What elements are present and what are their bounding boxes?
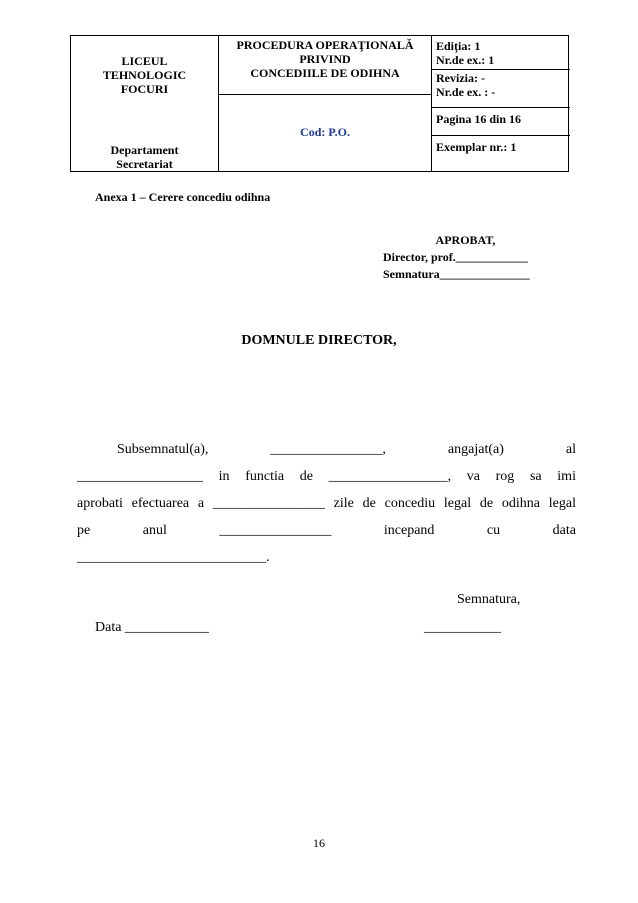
school-line: FOCURI bbox=[120, 82, 169, 96]
procedure-title bbox=[219, 38, 431, 80]
body-line bbox=[77, 544, 576, 571]
approval-title: APROBAT, bbox=[435, 233, 496, 247]
body-word: sa bbox=[529, 469, 542, 484]
approval-block bbox=[383, 232, 548, 283]
body-word: a bbox=[197, 496, 205, 511]
date-field: Data ____________ bbox=[95, 620, 209, 635]
body-line bbox=[77, 463, 576, 490]
body-word: __________________ bbox=[77, 469, 203, 484]
procedure-line: PROCEDURA OPERAŢIONALĂ bbox=[236, 38, 414, 52]
body-word: Subsemnatul(a), bbox=[117, 442, 209, 457]
body-line bbox=[77, 517, 576, 544]
edition-line: Ediția: 1 bbox=[436, 39, 481, 53]
body-word: ________________ bbox=[219, 523, 332, 538]
page-info: Pagina 16 din 16 bbox=[436, 112, 522, 126]
approval-director: Director, prof.____________ bbox=[383, 250, 528, 264]
page-number: 16 bbox=[313, 836, 325, 850]
body-word: legal bbox=[443, 496, 472, 511]
edition-info bbox=[436, 39, 566, 67]
header-divider bbox=[431, 69, 570, 70]
body-word: functia bbox=[245, 469, 285, 484]
school-line: TEHNOLOGIC bbox=[102, 68, 187, 82]
body-word: angajat(a) bbox=[447, 442, 504, 457]
revision-line: Nr.de ex. : - bbox=[436, 85, 496, 99]
revision-info bbox=[436, 71, 566, 99]
header-divider bbox=[218, 94, 431, 95]
copy-info: Exemplar nr.: 1 bbox=[436, 140, 517, 154]
procedure-line: PRIVIND bbox=[299, 52, 351, 66]
body-line bbox=[77, 436, 576, 463]
body-word: zile bbox=[333, 496, 354, 511]
body-word: concediu bbox=[384, 496, 436, 511]
body-word: in bbox=[218, 469, 230, 484]
body-word: al bbox=[565, 442, 576, 457]
body-word: efectuarea bbox=[131, 496, 190, 511]
body-word: va bbox=[466, 469, 480, 484]
body-word: cu bbox=[486, 523, 501, 538]
body-word: de bbox=[299, 469, 313, 484]
edition-line: Nr.de ex.: 1 bbox=[436, 53, 495, 67]
body-word: de bbox=[479, 496, 494, 511]
body-word: imi bbox=[557, 469, 576, 484]
school-name bbox=[71, 54, 218, 96]
revision-line: Revizia: - bbox=[436, 71, 485, 85]
body-word: pe bbox=[77, 523, 91, 538]
school-line: LICEUL bbox=[121, 54, 168, 68]
body-word: de bbox=[362, 496, 376, 511]
procedure-line: CONCEDIILE DE ODIHNA bbox=[250, 66, 400, 80]
body-word: ________________, bbox=[270, 442, 386, 457]
body-word: anul bbox=[142, 523, 167, 538]
body-word: incepand bbox=[383, 523, 435, 538]
signature-label: Semnatura, bbox=[457, 592, 521, 607]
letter-body bbox=[77, 436, 576, 571]
body-word: ________________ bbox=[212, 496, 325, 511]
body-word: rog bbox=[495, 469, 515, 484]
annex-title: Anexa 1 – Cerere concediu odihna bbox=[95, 190, 271, 204]
body-word: legal bbox=[548, 496, 576, 511]
signature-line: ___________ bbox=[424, 620, 501, 635]
header-table bbox=[70, 35, 569, 172]
header-divider bbox=[431, 107, 570, 108]
procedure-code: Cod: P.O. bbox=[300, 125, 350, 139]
body-word: data bbox=[552, 523, 576, 538]
header-divider bbox=[431, 36, 432, 171]
body-word: _________________, bbox=[328, 469, 452, 484]
department-line: Departament bbox=[110, 143, 179, 157]
department-name bbox=[71, 143, 218, 171]
department-line: Secretariat bbox=[116, 157, 173, 171]
approval-signature: Semnatura_______________ bbox=[383, 267, 530, 281]
body-word: odihna bbox=[501, 496, 540, 511]
header-divider bbox=[431, 135, 570, 136]
letter-title: DOMNULE DIRECTOR, bbox=[241, 333, 397, 348]
body-word: aprobati bbox=[77, 496, 123, 511]
body-line bbox=[77, 490, 576, 517]
body-word: ___________________________. bbox=[77, 550, 270, 565]
